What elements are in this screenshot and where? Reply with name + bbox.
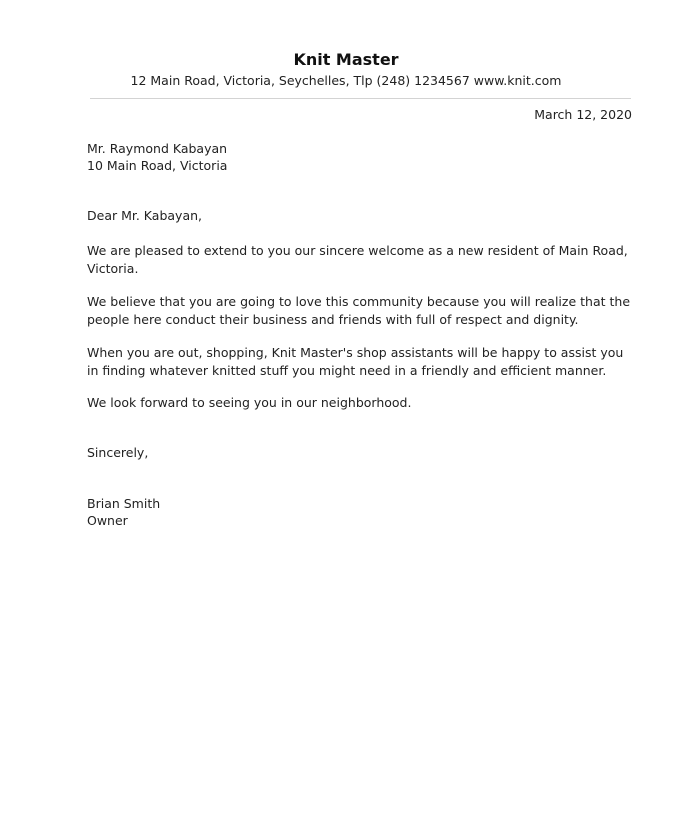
signer-name: Brian Smith (87, 496, 161, 511)
recipient-address: 10 Main Road, Victoria (87, 158, 228, 173)
letter-date: March 12, 2020 (534, 107, 632, 122)
company-contact-line: 12 Main Road, Victoria, Seychelles, Tlp (248) 1234567 www.knit.com (130, 73, 562, 88)
body-paragraph: We look forward to seeing you in our neighborhood. (87, 395, 412, 410)
body-paragraph: We are pleased to extend to you our sincere welcome as a new resident of Main Road, Victoria. (87, 243, 628, 276)
company-name: Knit Master (293, 50, 399, 69)
body-paragraph: When you are out, shopping, Knit Master's shop assistants will be happy to assist you in finding whatever knitted stuff you might need in a friendly and efficient manner. (87, 345, 624, 378)
signer-title: Owner (87, 513, 128, 528)
salutation: Dear Mr. Kabayan, (87, 208, 202, 223)
header-divider (90, 98, 631, 99)
closing: Sincerely, (87, 445, 149, 460)
recipient-name: Mr. Raymond Kabayan (87, 141, 228, 156)
body-paragraph: We believe that you are going to love this community because you will realize that the people here conduct their business and friends with full of respect and dignity. (87, 294, 631, 327)
